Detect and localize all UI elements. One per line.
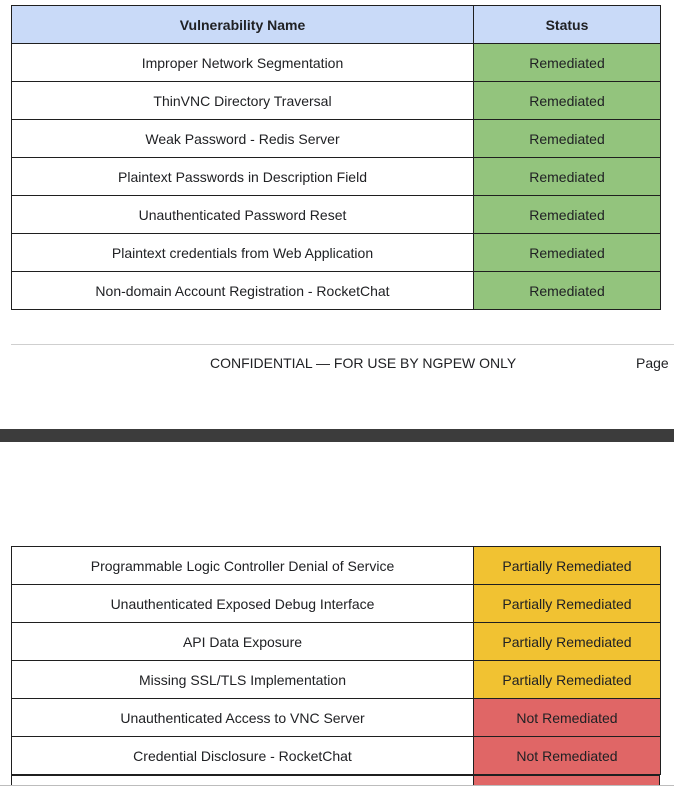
status-cell: Remediated — [474, 272, 661, 310]
status-cell: Remediated — [474, 120, 661, 158]
vulnerability-name-cell: API Data Exposure — [12, 623, 474, 661]
viewport-bottom-edge — [0, 785, 674, 790]
table-row — [12, 234, 661, 272]
table-row — [12, 196, 661, 234]
table-row — [12, 44, 661, 82]
vulnerability-name-cell: Unauthenticated Password Reset — [12, 196, 474, 234]
vulnerability-name-cell: Weak Password - Redis Server — [12, 120, 474, 158]
vulnerability-name-cell: Non-domain Account Registration - RocketChat — [12, 272, 474, 310]
vulnerability-name-cell: Missing SSL/TLS Implementation — [12, 661, 474, 699]
vulnerability-table-bottom — [11, 546, 661, 775]
status-cell: Remediated — [474, 44, 661, 82]
vulnerability-name-cell: Plaintext credentials from Web Application — [12, 234, 474, 272]
status-cell: Remediated — [474, 234, 661, 272]
status-cell-cut-off — [473, 775, 660, 785]
footer-divider — [11, 344, 674, 345]
vulnerability-name-cell: Unauthenticated Exposed Debug Interface — [12, 585, 474, 623]
vulnerability-name-cell: Unauthenticated Access to VNC Server — [12, 699, 474, 737]
page-label: Page — [636, 355, 669, 371]
vulnerability-name-cell: Programmable Logic Controller Denial of Service — [12, 547, 474, 585]
vulnerability-name-cell: ThinVNC Directory Traversal — [12, 82, 474, 120]
table-row — [12, 120, 661, 158]
table-row — [12, 737, 661, 775]
vulnerability-name-cell: Plaintext Passwords in Description Field — [12, 158, 474, 196]
column-header-vulnerability-name: Vulnerability Name — [12, 6, 474, 44]
column-header-status: Status — [474, 6, 661, 44]
table-row — [12, 547, 661, 585]
table-row — [12, 82, 661, 120]
table-row — [12, 699, 661, 737]
status-cell: Not Remediated — [474, 699, 661, 737]
table-row — [12, 585, 661, 623]
status-cell: Remediated — [474, 82, 661, 120]
table-row — [12, 661, 661, 699]
table-row — [12, 158, 661, 196]
vulnerability-name-cell-cut-off — [11, 775, 473, 785]
status-cell: Not Remediated — [474, 737, 661, 775]
table-row — [12, 272, 661, 310]
table-row — [12, 623, 661, 661]
vulnerability-name-cell: Improper Network Segmentation — [12, 44, 474, 82]
confidential-notice: CONFIDENTIAL — FOR USE BY NGPEW ONLY — [210, 355, 517, 371]
status-cell: Partially Remediated — [474, 547, 661, 585]
page-break-separator — [0, 429, 674, 442]
status-cell: Partially Remediated — [474, 661, 661, 699]
status-cell: Partially Remediated — [474, 585, 661, 623]
vulnerability-name-cell: Credential Disclosure - RocketChat — [12, 737, 474, 775]
status-cell: Partially Remediated — [474, 623, 661, 661]
table-header-row — [12, 6, 661, 44]
status-cell: Remediated — [474, 158, 661, 196]
table-row-cut-off — [11, 775, 660, 785]
status-cell: Remediated — [474, 196, 661, 234]
vulnerability-table-top — [11, 5, 661, 310]
